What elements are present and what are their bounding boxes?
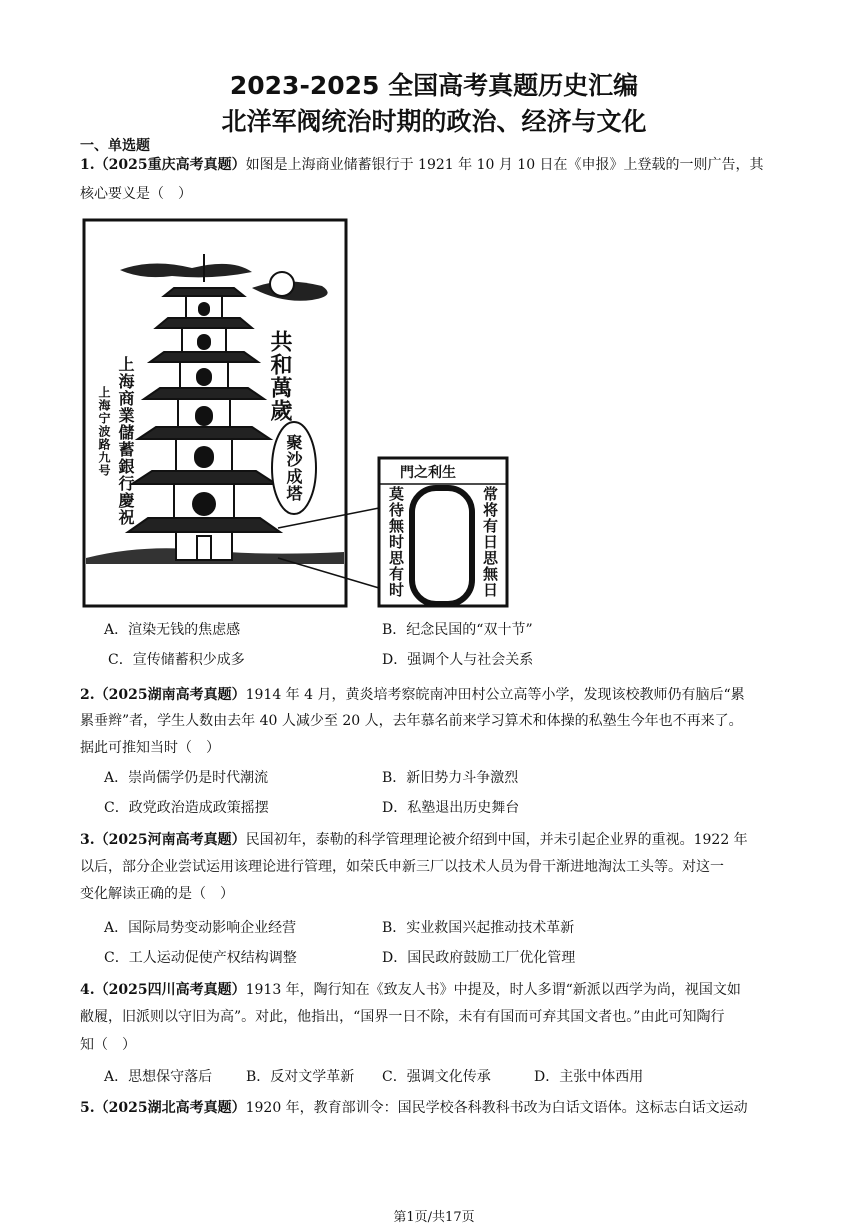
question-4-line-2: 敝履，旧派则以守旧为高”。对此，他指出，“国界一日不除，未有有国而可弃其国文者也。”由此可知陶行 <box>80 1009 725 1025</box>
question-2-option-d[interactable]: D．私塾退出历史舞台 <box>382 800 520 816</box>
question-5-line-1: 5.（2025湖北高考真题）1920 年，教育部训令：国民学校各科教科书改为白话文语体。这标志白话文运动 <box>80 1100 748 1116</box>
inset-right-text: 常将有日思無日 <box>481 486 499 598</box>
question-3-line-3: 变化解读正确的是（ ） <box>80 886 234 902</box>
document-title-line1: 2023-2025 全国高考真题历史汇编 <box>229 71 639 100</box>
question-2-option-c[interactable]: C．政党政治造成政策摇摆 <box>104 800 269 816</box>
slogan-text: 共和萬歲 <box>267 330 292 422</box>
question-4-option-a[interactable]: A．思想保守落后 <box>104 1069 213 1085</box>
question-4-line-3: 知（ ） <box>80 1037 136 1053</box>
question-1-option-a[interactable]: A．渲染无钱的焦虑感 <box>104 622 241 638</box>
question-1-line-2: 核心要义是（ ） <box>80 186 192 202</box>
question-2-line-1: 2.（2025湖南高考真题）1914 年 4 月，黄炎培考察皖南冲田村公立高等小学，发现该校教师仍有脑后“累 <box>80 687 745 703</box>
page-number: 第1页/共17页 <box>393 1210 475 1225</box>
question-3-option-c[interactable]: C．工人运动促使产权结构调整 <box>104 950 297 966</box>
question-1-option-c[interactable]: C．宣传储蓄积少成多 <box>108 652 245 668</box>
inset-header-text: 門之利生 <box>400 465 456 481</box>
advertisement-illustration <box>82 218 512 610</box>
question-3-option-d[interactable]: D．国民政府鼓励工厂优化管理 <box>382 950 576 966</box>
question-2-option-a[interactable]: A．崇尚儒学仍是时代潮流 <box>104 770 269 786</box>
bubble-text: 聚沙成塔 <box>284 434 303 502</box>
question-4-option-c[interactable]: C．强调文化传承 <box>382 1069 491 1085</box>
document-title-line2: 北洋军阀统治时期的政治、经济与文化 <box>221 107 647 136</box>
question-1-option-d[interactable]: D．强调个人与社会关系 <box>382 652 534 668</box>
inset-left-text: 莫待無时思有时 <box>387 486 405 598</box>
question-2-option-b[interactable]: B．新旧势力斗争激烈 <box>382 770 519 786</box>
question-3-line-2: 以后，部分企业尝试运用该理论进行管理，如荣氏申新三厂以技术人员为骨干渐进地淘汰工头等。对这一 <box>80 859 724 875</box>
advertisement-figure <box>82 218 512 610</box>
bank-name-text: 上海商業儲蓄銀行慶祝 <box>116 356 135 526</box>
question-3-option-b[interactable]: B．实业救国兴起推动技术革新 <box>382 920 575 936</box>
section-title: 一、单选题 <box>80 138 150 154</box>
question-4-option-b[interactable]: B．反对文学革新 <box>246 1069 355 1085</box>
question-2-line-3: 据此可推知当时（ ） <box>80 740 220 756</box>
question-1-option-b[interactable]: B．纪念民国的“双十节” <box>382 622 533 638</box>
question-4-line-1: 4.（2025四川高考真题）1913 年，陶行知在《致友人书》中提及，时人多谓“新派以西学为尚，视国文如 <box>80 982 741 998</box>
question-2-line-2: 累垂辫”者，学生人数由去年 40 人减少至 20 人，去年慕名前来学习算术和体操的私塾生今年也不再来了。 <box>80 713 743 729</box>
bank-address-text: 上海宁波路九号 <box>97 386 111 477</box>
question-1-line-1: 1.（2025重庆高考真题）如图是上海商业储蓄银行于 1921 年 10 月 10 日在《申报》上登载的一则广告，其 <box>80 157 764 173</box>
question-3-option-a[interactable]: A．国际局势变动影响企业经营 <box>104 920 297 936</box>
question-4-option-d[interactable]: D．主张中体西用 <box>534 1069 644 1085</box>
question-3-line-1: 3.（2025河南高考真题）民国初年，泰勒的科学管理理论被介绍到中国，并未引起企业界的重视。1922 年 <box>80 832 748 848</box>
